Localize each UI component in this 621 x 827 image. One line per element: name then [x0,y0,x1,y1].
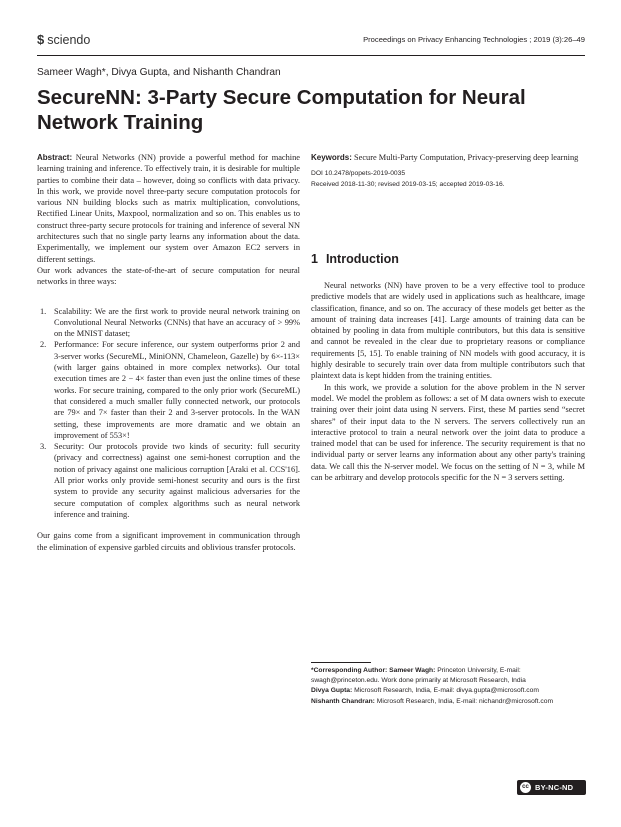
cc-license-badge[interactable] [517,780,586,795]
abstract-paragraph-2: Our work advances the state-of-the-art of secure computation for neural networks in three ways: [37,265,300,287]
abstract-column [37,152,300,553]
footnote-text: Princeton University, E-mail: swagh@princeton.edu. Work done primarily at Microsoft Research, India [311,667,526,685]
contribution-item [37,306,300,340]
intro-paragraph: In this work, we provide a solution for the above problem in the N server model. We model the problem as follows: a set of M data owners wish to execute training over their joint data using N servers. First, these M parties send “secret shares” of their input data to the N servers. The servers collectively run an interactive protocol to train a neural network over the joint data to produce a trained model that can be used for inference. The security requirement is that no individual party or server learns any information about any other party's training data. We call this the N-server model. We focus on the setting of N = 3, while M can be arbitrary and develop protocols specific for the N = 3 servers setting. [311,382,585,483]
sciendo-logo-icon: $ [37,32,45,47]
abstract-label: Abstract: [37,153,73,162]
section-number: 1 [311,252,318,266]
footnote-author: *Corresponding Author: Sameer Wagh: [311,667,436,674]
abstract-closing: Our gains come from a significant improvement in communication through the elimination of expensive garbled circuits and oblivious transfer protocols. [37,531,300,552]
footnote [311,697,585,707]
doi: DOI 10.2478/popets-2019-0035 [311,170,406,178]
footnote-text: Microsoft Research, India, E-mail: nichandr@microsoft.com [376,697,554,705]
footnote-rule [311,662,371,663]
keywords-text: Secure Multi-Party Computation, Privacy-preserving deep learning [354,153,579,162]
author-footnotes [311,666,585,707]
article-meta [311,169,585,190]
keywords-label: Keywords: [311,153,352,162]
contribution-number: 1. [40,306,47,316]
contribution-list [37,306,300,521]
contribution-item [37,441,300,520]
paper-title: SecureNN: 3-Party Secure Computation for Neural Network Training [37,86,526,134]
creative-commons-icon: cc [520,782,531,793]
footnote-author: Divya Gupta: [311,687,353,695]
contribution-text: Performance: For secure inference, our system outperforms prior 2 and 3-server works (SecureML, MiniONN, Chameleon, Gazelle) by 6×-113× (with larger gains obtained in more complex networks). Our total execution times are 2 − 4× faster than even just the online times of these works. For secure training, compared to the only prior work (SecureML) that considered a much smaller fully connected network, our protocols are 79× and 7× faster than their 2 and 3-server protocols. In the WAN setting, these improvements are more dramatic and we obtain an improvement of 553×! [54,340,300,440]
keywords [311,152,585,163]
page-header [37,32,585,52]
author-list: Sameer Wagh*, Divya Gupta, and Nishanth Chandran [37,67,281,78]
contribution-number: 2. [40,340,47,350]
publisher-logo [37,32,90,47]
publisher-name: sciendo [47,33,91,47]
keywords-block [311,152,585,190]
section-heading [311,252,399,266]
contribution-text: Security: Our protocols provide two kinds of security: full security (privacy and correctness) against one semi-honest corruption and the notion of privacy against one malicious corruption [Araki et al. CCS'16]. All prior works only provide semi-honest security and ours is the first system to provide any security against malicious adversaries for the secure computation of complex algorithms such as neural network inference and training. [54,442,300,519]
license-label: BY-NC-ND [535,783,574,792]
footnote-text: Microsoft Research, India, E-mail: divya.gupta@microsoft.com [354,687,539,695]
received-dates: Received 2018-11-30; revised 2019-03-15; accepted 2019-03-16. [311,180,505,188]
abstract-paragraph [37,152,300,265]
contribution-text: Scalability: We are the first work to provide neural network training on Convolutional Neural Networks (CNNs) that have an accuracy of > 99% on the MNIST dataset; [54,306,300,339]
abstract-text: Neural Networks (NN) provide a powerful method for machine learning training and inference. To effectively train, it is desirable for multiple parties to combine their data – however, doing so conflicts with data privacy. In this work, we provide novel three-party secure computation protocols for various NN building blocks such as matrix multiplication, convolutions, Rectified Linear Units, Maxpool, normalization and so on. This enables us to construct three-party secure protocols for training and inference of several NN architectures such that no single party learns any information about the data. Experimentally, we implement our system over Amazon EC2 servers in different settings. [37,153,300,264]
footnote [311,686,585,696]
footnote-author: Nishanth Chandran: [311,697,375,705]
footnote [311,666,585,686]
intro-paragraph: Neural networks (NN) have proven to be a very effective tool to produce predictive models that are widely used in applications such as healthcare, image classification, finance, and so on. The accuracy of these models get better as the amount of training data increases [41]. Large amounts of training data can be obtained by pooling in data from multiple contributors, but this data is sensitive and cannot be revealed in the clear due to proprietary reasons or compliance requirements [5, 15]. To enable training of NN models with good accuracy, it is highly desirable to securely train over data from multiple contributors such that plaintext data is kept hidden from the training entities. [311,281,585,381]
section-title: Introduction [325,252,399,266]
contribution-number: 3. [40,442,47,452]
header-rule [37,55,585,56]
contribution-item [37,339,300,441]
introduction-body [311,280,585,483]
journal-citation: Proceedings on Privacy Enhancing Technologies ; 2019 (3):26–49 [363,35,585,44]
